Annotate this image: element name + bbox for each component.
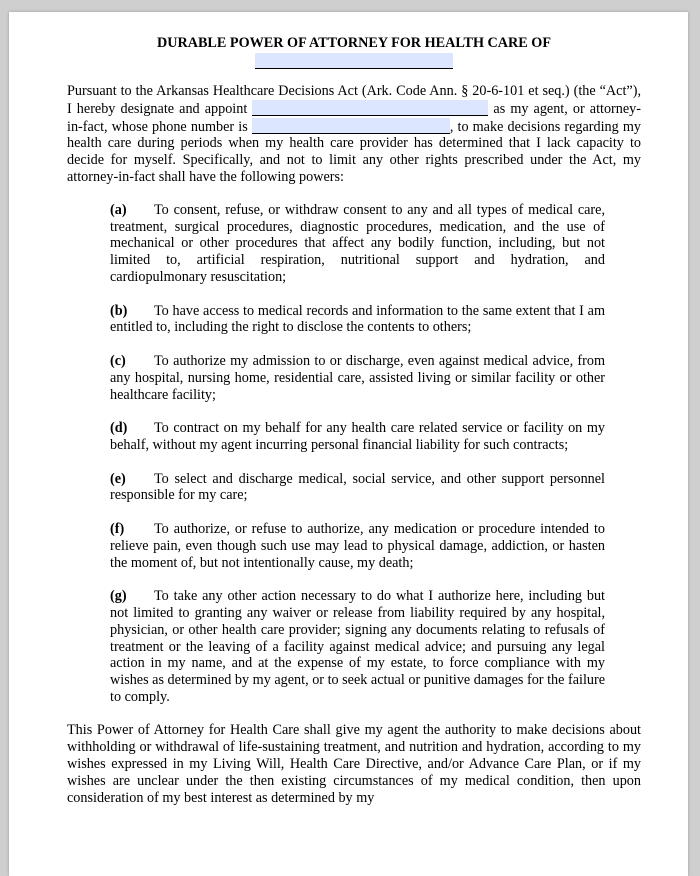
power-label: (f)	[110, 520, 125, 537]
document-title: DURABLE POWER OF ATTORNEY FOR HEALTH CARE OF	[156, 35, 551, 51]
intro-text-2: as my agent, or attorney-in-fact, whose phone number is	[67, 100, 641, 135]
powers-list	[110, 202, 605, 706]
power-text: To contract on my behalf for any health care related service or facility on my behalf, without my agent incurring personal financial liability for such contracts;	[110, 420, 605, 453]
intro-text-3: , to make decisions regarding my health care during periods when my health care provider has determined that I lack capacity to decide for myself. Specifically, and not to limit any other rights prescribed under the Act, my attorney-in-fact shall have the following powers:	[67, 118, 641, 185]
power-item-e	[110, 471, 605, 505]
power-item-g	[110, 588, 605, 706]
document-content	[67, 35, 641, 806]
power-item-b	[110, 303, 605, 337]
power-label: (e)	[110, 470, 126, 487]
power-item-a	[110, 202, 605, 286]
power-text: To consent, refuse, or withdraw consent to any and all types of medical care, treatment, surgical procedures, diagnostic procedures, medication, and the use of mechanical or other procedures that affect any bodily function, including, but not limited to, artificial respiration, nutritional support and hydration, and cardiopulmonary resuscitation;	[110, 201, 605, 285]
power-text: To authorize my admission to or discharge, even against medical advice, from any hospital, nursing home, residential care, assisted living or similar facility or other healthcare facility;	[110, 352, 605, 403]
agent-name-field[interactable]	[252, 100, 488, 116]
principal-name-field[interactable]	[255, 53, 453, 69]
power-item-d	[110, 420, 605, 454]
agent-phone-field[interactable]	[252, 118, 450, 134]
power-text: To have access to medical records and information to the same extent that I am entitled to, including the right to disclose the contents to others;	[110, 302, 605, 336]
document-page	[9, 12, 688, 876]
power-item-f	[110, 521, 605, 571]
power-text: To select and discharge medical, social service, and other support personnel responsible for my care;	[110, 470, 605, 504]
title-field-row	[67, 53, 641, 71]
power-text: To authorize, or refuse to authorize, any medication or procedure intended to relieve pain, even though such use may lead to physical damage, addiction, or hasten the moment of, but not intentionally cause, my death;	[110, 520, 605, 571]
power-label: (a)	[110, 201, 127, 218]
power-label: (b)	[110, 302, 128, 319]
power-label: (c)	[110, 352, 126, 369]
closing-paragraph: This Power of Attorney for Health Care shall give my agent the authority to make decisions about withholding or withdrawal of life-sustaining treatment, and nutrition and hydration, according to my wishes expressed in my Living Will, Health Care Directive, and/or Advance Care Plan, or if my wishes are unclear under the then existing circumstances of my medical condition, then upon consideration of my best interest as determined by my	[67, 722, 641, 806]
power-item-c	[110, 353, 605, 403]
power-label: (g)	[110, 588, 127, 605]
power-text: To take any other action necessary to do what I authorize here, including but not limited to granting any waiver or release from liability required by any hospital, physician, or other health care provider; signing any documents relating to refusals of treatment or the leaving of a facility against medical advice; and pursuing any legal action in my name, and at the expense of my estate, to force compliance with my wishes as determined by my agent, or to seek actual or punitive damages for the failure to comply.	[110, 588, 605, 705]
power-label: (d)	[110, 420, 128, 437]
intro-text-1: Pursuant to the Arkansas Healthcare Decisions Act (Ark. Code Ann. § 20-6-101 et seq.) (the “Act”), I hereby designate and appoint	[67, 83, 641, 117]
intro-paragraph	[67, 83, 641, 186]
